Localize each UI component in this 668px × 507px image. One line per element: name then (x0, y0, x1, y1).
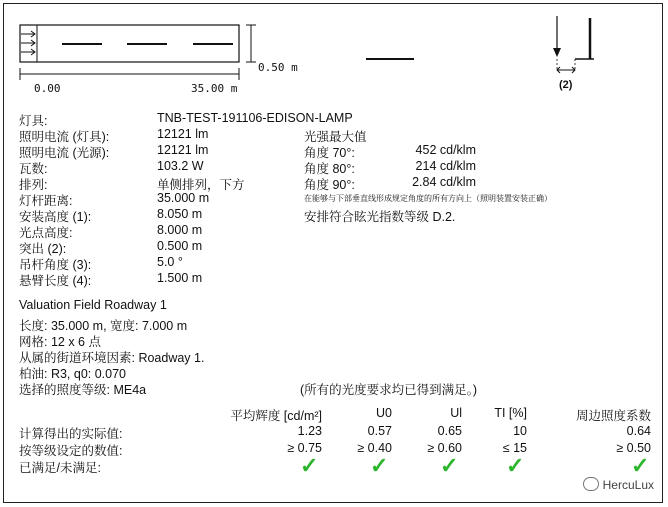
valuation-line: 网格: 12 x 6 点 (19, 335, 101, 349)
lane-arrows (21, 31, 35, 55)
intensity-value: 2.84 cd/klm (412, 175, 476, 189)
results-cell: 1.23 (297, 424, 322, 438)
lamp-value: 8.050 m (157, 207, 203, 221)
intensity-note: 在能够与下部垂直线形成规定角度的所有方向上（照明装置安装正确） (304, 194, 552, 203)
valuation-line: 柏油: R3, q0: 0.070 (19, 367, 127, 381)
valuation-title: Valuation Field Roadway 1 (19, 298, 167, 312)
scale-right-label: 35.00 m (191, 82, 238, 95)
results-row-label: 按等级设定的数值: (19, 444, 123, 458)
valuation-note: (所有的光度要求均已得到满足。) (300, 383, 478, 397)
results-cell: ≥ 0.60 (427, 441, 462, 455)
lamp-value: 1.500 m (157, 271, 203, 285)
results-cell: 0.64 (626, 424, 651, 438)
results-header: TI [%] (494, 406, 527, 420)
results-cell: 0.65 (437, 424, 462, 438)
lamp-value: TNB-TEST-191106-EDISON-LAMP (157, 111, 353, 125)
lamp-value: 5.0 ° (157, 255, 183, 269)
lamp-value: 单侧排列，下方 (157, 178, 245, 192)
lamp-value: 35.000 m (157, 191, 210, 205)
intensity-label: 角度 80°: (304, 162, 355, 176)
scale-height-label: 0.50 m (258, 61, 298, 74)
lamp-value: 8.000 m (157, 223, 203, 237)
results-cell: 10 (513, 424, 527, 438)
lamp-value: 12121 lm (157, 127, 209, 141)
results-row-label: 已满足/未满足: (19, 461, 101, 475)
report-sheet (3, 3, 663, 503)
lamp-label: 吊杆角度 (3): (19, 258, 92, 272)
lamp-label: 照明电流 (灯具): (19, 130, 110, 144)
results-row-label: 计算得出的实际值: (19, 427, 123, 441)
scale-left-label: 0.00 (34, 82, 61, 95)
lamp-label: 排列: (19, 178, 48, 192)
glare-class: 安排符合眩光指数等级 D.2. (304, 210, 456, 224)
lamp-value: 103.2 W (157, 159, 204, 173)
width-dimension (20, 68, 239, 80)
watermark (583, 477, 654, 492)
results-cell: ≥ 0.50 (616, 441, 651, 455)
lamp-label: 灯具: (19, 114, 48, 128)
valuation-line: 从属的街道环境因素: Roadway 1. (19, 351, 205, 365)
wechat-icon (583, 477, 599, 491)
lamp-value: 12121 lm (157, 143, 209, 157)
intensity-value: 452 cd/klm (415, 143, 476, 157)
lamp-label: 安装高度 (1): (19, 210, 92, 224)
lamp-label: 悬臂长度 (4): (19, 274, 92, 288)
results-header: U0 (376, 406, 392, 420)
lamp-label: 照明电流 (光源): (19, 146, 110, 160)
check-icon: ✓ (506, 453, 525, 478)
overhang-marker: (2) (559, 79, 573, 91)
results-cell: ≥ 0.75 (287, 441, 322, 455)
results-header: 周边照度系数 (575, 409, 651, 423)
lamp-label: 突出 (2): (19, 242, 67, 256)
results-header: Ul (450, 406, 462, 420)
intensity-value: 214 cd/klm (415, 159, 476, 173)
lamp-label: 灯杆距离: (19, 194, 73, 208)
check-icon: ✓ (631, 453, 650, 478)
check-icon: ✓ (300, 453, 319, 478)
lamp-value: 0.500 m (157, 239, 203, 253)
check-icon: ✓ (370, 453, 389, 478)
valuation-line: 长度: 35.000 m, 宽度: 7.000 m (19, 319, 188, 333)
lamp-label: 光点高度: (19, 226, 73, 240)
section-light-arrow (553, 48, 561, 57)
intensity-label: 角度 90°: (304, 178, 355, 192)
watermark-text: HercuLux (602, 478, 654, 492)
results-cell: ≥ 0.40 (357, 441, 392, 455)
height-dimension (246, 25, 256, 62)
check-icon: ✓ (440, 453, 459, 478)
valuation-line: 选择的照度等级: ME4a (19, 383, 147, 397)
results-header: 平均辉度 [cd/m²] (230, 409, 322, 423)
results-cell: ≤ 15 (502, 441, 527, 455)
lamp-label: 瓦数: (19, 162, 48, 176)
intensity-title: 光强最大值 (304, 130, 367, 144)
intensity-label: 角度 70°: (304, 146, 355, 160)
results-cell: 0.57 (367, 424, 392, 438)
